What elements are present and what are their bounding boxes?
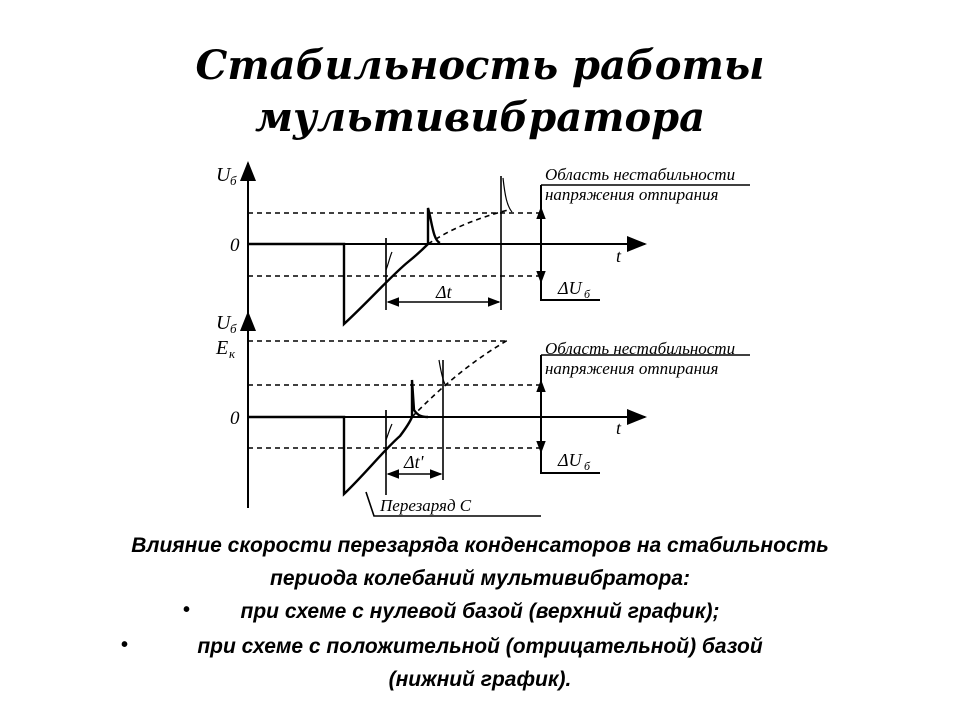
upper-recharge-dashed: [428, 210, 508, 244]
slide-title-line2: мультивибратора: [254, 94, 706, 141]
caption-line1: Влияние скорости перезаряда конденсаторов на стабильность: [131, 534, 829, 557]
lower-region-label-1: Область нестабильности: [545, 339, 736, 358]
lower-zero-label: 0: [230, 408, 240, 429]
lower-delta-u-sub: б: [584, 459, 591, 473]
caption-bullet1: при схеме с нулевой базой (верхний график);: [240, 600, 720, 623]
lower-region-label-2: напряжения отпирания: [545, 359, 719, 378]
lower-t-label: t: [616, 418, 622, 438]
upper-y-label: U: [216, 164, 231, 186]
lower-recharge-dashed: [412, 340, 508, 417]
upper-zero-label: 0: [230, 235, 240, 256]
upper-region-label-2: напряжения отпирания: [545, 185, 719, 204]
slide-title-line1: Стабильность работы: [195, 42, 765, 89]
upper-region-label-1: Область нестабильности: [545, 165, 736, 184]
caption-bullet2: при схеме с положительной (отрицательной) базой: [197, 635, 763, 658]
bullet-marker-2: •: [121, 634, 129, 656]
bullet-marker-1: •: [183, 599, 191, 621]
upper-delta-u-label: ΔU: [558, 278, 582, 298]
caption-line2: периода колебаний мультивибратора:: [270, 567, 690, 590]
upper-spike-2: [503, 178, 512, 212]
lower-y-sub: б: [230, 321, 237, 336]
lower-y-label: U: [216, 312, 231, 334]
lower-delta-t-label: Δt': [404, 452, 424, 472]
lower-delta-u-label: ΔU: [558, 450, 582, 470]
upper-waveform: [248, 208, 440, 324]
lower-waveform: [248, 380, 428, 494]
lower-ek-label: E: [216, 337, 229, 359]
upper-delta-t-label: Δt: [436, 282, 452, 302]
upper-y-sub: б: [230, 173, 237, 188]
upper-t-label: t: [616, 246, 622, 266]
upper-delta-u-sub: б: [584, 287, 591, 301]
caption-bullet3: (нижний график).: [388, 668, 572, 691]
lower-recharge-label: Перезаряд С: [380, 496, 472, 515]
lower-ek-sub: к: [229, 346, 236, 361]
